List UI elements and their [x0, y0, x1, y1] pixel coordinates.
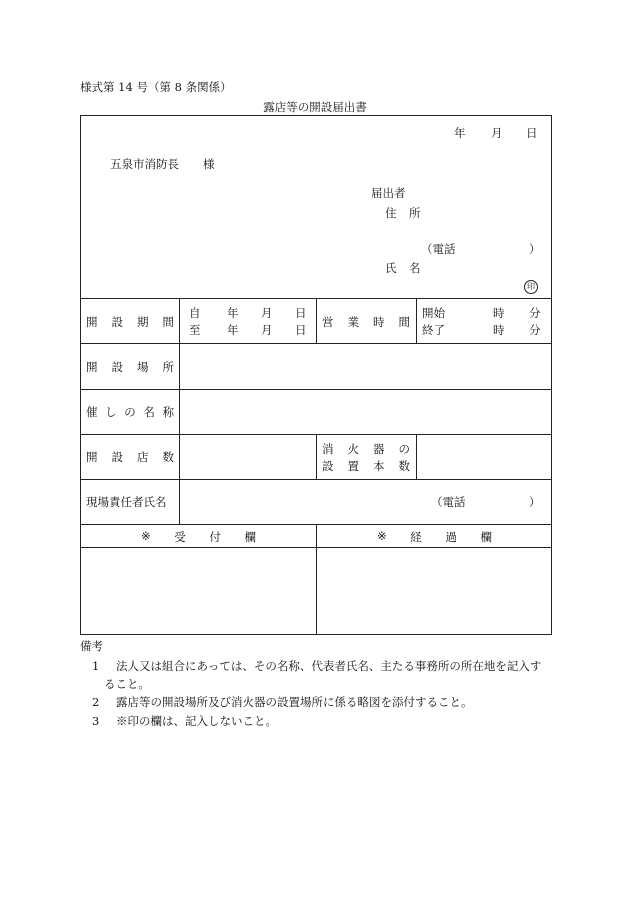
- start-label: 開始: [422, 306, 445, 320]
- form-table: [80, 115, 552, 635]
- manager-phone-close: ）: [529, 495, 541, 509]
- to-day: 日: [295, 323, 307, 337]
- honorific: 様: [203, 157, 215, 171]
- column-divider: [316, 298, 317, 343]
- to-month: 月: [261, 323, 273, 337]
- reception-column-header: ※ 受 付 欄: [141, 529, 256, 544]
- extinguisher-label-line2: 設 置 本 数: [322, 459, 410, 473]
- row-divider: [81, 479, 551, 480]
- to-year: 年: [227, 323, 239, 337]
- name-label-2: 名: [409, 261, 421, 275]
- start-hour: 時: [493, 306, 505, 320]
- notes-heading: 備考: [80, 639, 103, 653]
- form-title: 露店等の開設届出書: [263, 100, 367, 114]
- seal-icon: 印: [524, 278, 538, 294]
- column-divider: [416, 434, 417, 479]
- column-divider: [316, 524, 317, 635]
- address-label-2: 所: [409, 206, 421, 220]
- event-name-label: 催 し の 名 称: [86, 405, 174, 419]
- location-label: 開 設 場 所: [86, 360, 174, 374]
- progress-column-header: ※ 経 過 欄: [377, 529, 492, 544]
- from-year: 年: [227, 306, 239, 320]
- date-month: 月: [491, 126, 503, 140]
- end-label: 終了: [422, 323, 445, 337]
- to-label: 至: [189, 323, 201, 337]
- extinguisher-label-line1: 消 火 器 の: [322, 442, 410, 456]
- column-divider: [316, 434, 317, 479]
- name-label-1: 氏: [385, 261, 397, 275]
- date-day: 日: [526, 126, 538, 140]
- address-label-1: 住: [385, 206, 397, 220]
- from-day: 日: [295, 306, 307, 320]
- row-divider: [81, 389, 551, 390]
- date-year: 年: [454, 126, 466, 140]
- addressee: 五泉市消防長: [110, 157, 179, 171]
- phone-close: ）: [529, 242, 541, 256]
- row-divider: [81, 343, 551, 344]
- applicant-label: 届出者: [371, 186, 406, 200]
- form-number: 様式第 14 号（第 8 条関係）: [80, 80, 232, 94]
- from-month: 月: [261, 306, 273, 320]
- manager-name-label: 現場責任者氏名: [86, 495, 167, 509]
- hours-label: 営 業 時 間: [322, 315, 410, 329]
- from-label: 自: [189, 306, 201, 320]
- label-column-divider: [179, 298, 180, 524]
- end-hour: 時: [493, 323, 505, 337]
- start-minute: 分: [529, 306, 541, 320]
- period-label: 開 設 期 間: [86, 315, 174, 329]
- store-count-label: 開 設 店 数: [86, 450, 174, 464]
- end-minute: 分: [529, 323, 541, 337]
- manager-phone-open: （電話: [431, 495, 466, 509]
- column-divider: [416, 298, 417, 343]
- phone-open: （電話: [421, 242, 456, 256]
